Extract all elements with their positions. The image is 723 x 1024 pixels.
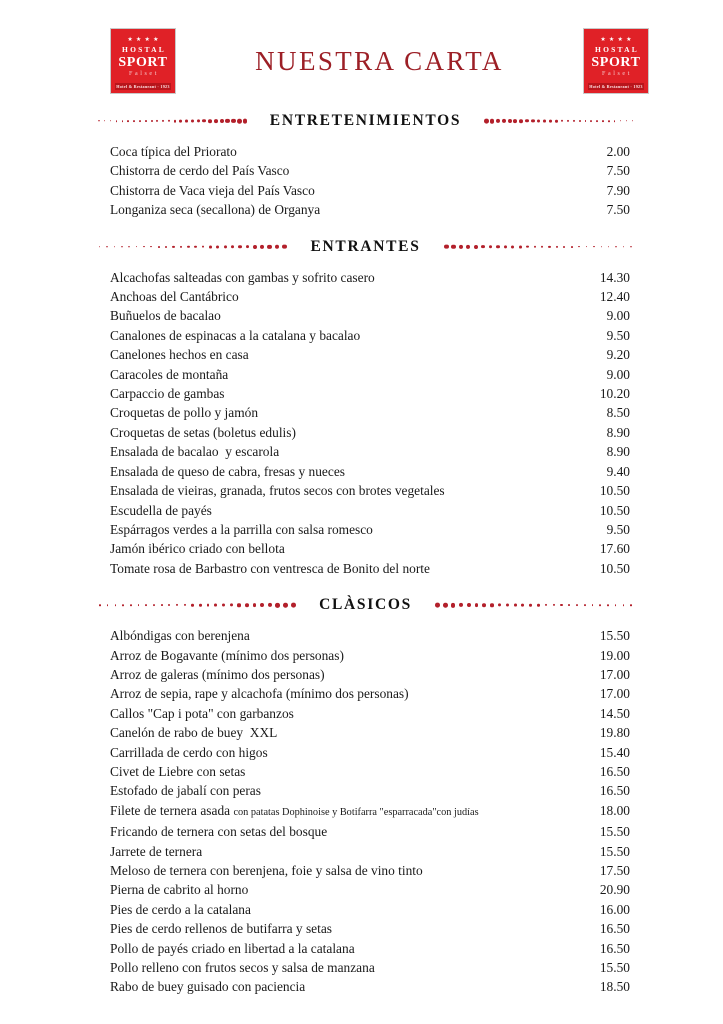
- logo-left: [110, 28, 176, 94]
- menu-item-row: [110, 723, 630, 742]
- menu-item-price: 18.00: [599, 802, 630, 818]
- menu-item-price: 10.50: [599, 483, 630, 499]
- menu-item-row: [110, 822, 630, 841]
- menu-item-row: [110, 268, 630, 287]
- menu-item-row: [110, 900, 630, 919]
- menu-item-row: [110, 326, 630, 345]
- menu-item-name: Croquetas de pollo y jamón: [110, 405, 259, 421]
- dotted-rule-left: [96, 242, 288, 252]
- logo-hostal-text: HOSTAL: [122, 45, 166, 54]
- menu-item-name: Callos "Cap i pota" con garbanzos: [110, 705, 294, 721]
- section-spacer: [0, 578, 723, 592]
- menu-item-name: Carrillada de cerdo con higos: [110, 744, 268, 760]
- menu-item-price: 7.90: [606, 182, 630, 198]
- menu-item-price: 15.50: [599, 843, 630, 859]
- menu-item-row: [110, 403, 630, 422]
- menu-item-name: Canalones de espinacas a la catalana y bacalao: [110, 327, 361, 343]
- menu-item-price: 9.00: [606, 308, 630, 324]
- menu-item-price: 16.50: [599, 763, 630, 779]
- menu-item-name: Tomate rosa de Barbastro con ventresca de Bonito del norte: [110, 560, 430, 576]
- menu-item-name: Fricando de ternera con setas del bosque: [110, 824, 328, 840]
- menu-item-name: Arroz de Bogavante (mínimo dos personas): [110, 647, 344, 663]
- menu-item-row: [110, 423, 630, 442]
- menu-section: [0, 108, 723, 234]
- menu-item-name: Croquetas de setas (boletus edulis): [110, 424, 296, 440]
- menu-item-price: 16.50: [599, 921, 630, 937]
- menu-item-name: Arroz de sepia, rape y alcachofa (mínimo dos personas): [110, 686, 409, 702]
- menu-item-name: Pierna de cabrito al horno: [110, 882, 249, 898]
- menu-section: [0, 592, 723, 1011]
- menu-item-price: 16.50: [599, 783, 630, 799]
- menu-item-row: [110, 842, 630, 861]
- menu-item-description: con patatas Dophinoise y Botifarra "esparracada"con judías: [233, 806, 479, 818]
- menu-item-price: 14.50: [599, 705, 630, 721]
- menu-item-name: Rabo de buey guisado con paciencia: [110, 979, 306, 995]
- menu-item-name: Arroz de galeras (mínimo dos personas): [110, 666, 325, 682]
- menu-item-row: [110, 665, 630, 684]
- page-title: NUESTRA CARTA: [255, 46, 504, 76]
- menu-item-price: 15.50: [599, 960, 630, 976]
- menu-item-name: Carpaccio de gambas: [110, 386, 225, 402]
- logo-sport-text: SPORT: [591, 55, 641, 70]
- menu-item-name: Escudella de payés: [110, 502, 212, 518]
- menu-item-row: [110, 481, 630, 500]
- logo-sport-text: SPORT: [118, 55, 168, 70]
- menu-item-row: [110, 880, 630, 899]
- menu-item-price: 9.40: [606, 463, 630, 479]
- menu-item-name: Estofado de jabalí con peras: [110, 783, 261, 799]
- menu-item-price: 9.50: [606, 521, 630, 537]
- menu-item-name: Anchoas del Cantábrico: [110, 289, 239, 305]
- section-title: ENTRETENIMIENTOS: [269, 112, 462, 129]
- menu-item-row: [110, 442, 630, 461]
- menu-item-name: Caracoles de montaña: [110, 366, 229, 382]
- dotted-rule-left: [96, 600, 297, 610]
- menu-item-row: [110, 919, 630, 938]
- menu-item-row: [110, 704, 630, 723]
- menu-item-price: 8.50: [606, 405, 630, 421]
- menu-item-price: 19.80: [599, 725, 630, 741]
- menu-item-price: 8.90: [606, 444, 630, 460]
- menu-item-price: 10.50: [599, 502, 630, 518]
- menu-item-price: 17.00: [599, 686, 630, 702]
- section-header: [0, 108, 723, 134]
- menu-item-row: [110, 142, 630, 161]
- menu-item-row: [110, 539, 630, 558]
- section-spacer: [0, 997, 723, 1011]
- menu-section: [0, 234, 723, 593]
- menu-item-name: Filete de ternera asada con patatas Dophinoise y Botifarra "esparracada"con judías: [110, 802, 479, 818]
- menu-item-name: Pollo de payés criado en libertad a la catalana: [110, 940, 355, 956]
- logo-hostal-text: HOSTAL: [595, 45, 639, 54]
- menu-item-name: Jamón ibérico criado con bellota: [110, 541, 285, 557]
- section-header: [0, 234, 723, 260]
- dotted-rule-right: [434, 600, 635, 610]
- menu-item-row: [110, 646, 630, 665]
- menu-item-name: Pollo relleno con frutos secos y salsa de manzana: [110, 960, 375, 976]
- menu-item-row: [110, 462, 630, 481]
- menu-item-price: 9.20: [606, 347, 630, 363]
- menu-item-row: [110, 520, 630, 539]
- menu-item-price: 15.50: [599, 628, 630, 644]
- dotted-rule-right: [443, 242, 635, 252]
- menu-item-row: [110, 958, 630, 977]
- menu-item-row: [110, 559, 630, 578]
- menu-item-price: 7.50: [606, 163, 630, 179]
- section-spacer: [0, 220, 723, 234]
- menu-item-price: 8.90: [606, 424, 630, 440]
- logo-stars: ★★★★: [600, 37, 635, 43]
- menu-item-row: [110, 345, 630, 364]
- menu-item-list: [0, 618, 723, 997]
- menu-item-row: [110, 161, 630, 180]
- menu-item-row: [110, 977, 630, 996]
- menu-item-price: 17.50: [599, 863, 630, 878]
- section-header: [0, 592, 723, 618]
- menu-item-price: 12.40: [599, 289, 630, 305]
- menu-item-row: [110, 365, 630, 384]
- menu-item-row: [110, 762, 630, 781]
- menu-item-name: Meloso de ternera con berenjena, foie y salsa de vino tinto: [110, 863, 423, 878]
- menu-item-price: 15.50: [599, 824, 630, 840]
- menu-item-price: 10.20: [599, 386, 630, 402]
- logo-falset-text: Falset: [129, 71, 159, 77]
- logo-footer-text: Hotel & Restaurant · 1923: [116, 84, 170, 89]
- menu-item-price: 14.30: [599, 269, 630, 285]
- menu-item-name: Ensalada de queso de cabra, fresas y nueces: [110, 463, 345, 479]
- menu-item-list: [0, 260, 723, 579]
- menu-item-price: 16.50: [599, 940, 630, 956]
- menu-item-price: 7.50: [606, 202, 630, 218]
- section-title: ENTRANTES: [310, 237, 421, 255]
- menu-item-price: 19.00: [599, 647, 630, 663]
- menu-item-name: Alcachofas salteadas con gambas y sofrito casero: [110, 269, 375, 285]
- menu-item-name: Chistorra de cerdo del País Vasco: [110, 163, 290, 179]
- menu-item-name: Canelones hechos en casa: [110, 347, 249, 363]
- menu-item-row: [110, 306, 630, 325]
- dotted-rule-left: [96, 116, 248, 126]
- menu-item-name: Jarrete de ternera: [110, 843, 203, 859]
- menu-item-price: 9.00: [606, 366, 630, 382]
- menu-item-row: [110, 684, 630, 703]
- logo-footer-text: Hotel & Restaurant · 1923: [589, 84, 643, 89]
- menu-item-name: Canelón de rabo de buey XXL: [110, 725, 278, 741]
- menu-item-name: Albóndigas con berenjena: [110, 628, 250, 644]
- menu-item-name: Pies de cerdo rellenos de butifarra y setas: [110, 921, 332, 937]
- menu-item-price: 20.90: [599, 882, 630, 898]
- menu-item-row: [110, 626, 630, 645]
- menu-header: [0, 0, 723, 108]
- menu-item-price: 17.60: [599, 541, 630, 557]
- menu-item-price: 9.50: [606, 327, 630, 343]
- menu-item-row: [110, 181, 630, 200]
- menu-item-row: [110, 501, 630, 520]
- menu-item-row: [110, 939, 630, 958]
- section-title: CLÀSICOS: [319, 596, 412, 614]
- menu-item-price: 15.40: [599, 744, 630, 760]
- menu-item-name: Espárragos verdes a la parrilla con salsa romesco: [110, 521, 373, 537]
- menu-sections: [0, 108, 723, 1011]
- menu-item-list: [0, 134, 723, 220]
- menu-item-row: [110, 743, 630, 762]
- menu-item-name: Longaniza seca (secallona) de Organya: [110, 202, 321, 218]
- menu-item-row: [110, 781, 630, 800]
- menu-item-row: [110, 287, 630, 306]
- menu-item-price: 16.00: [599, 901, 630, 917]
- menu-item-row: [110, 200, 630, 219]
- menu-item-name: Ensalada de bacalao y escarola: [110, 444, 280, 460]
- menu-item-name: Chistorra de Vaca vieja del País Vasco: [110, 182, 315, 198]
- dotted-rule-right: [483, 116, 635, 126]
- menu-item-row: [110, 801, 630, 822]
- logo-falset-text: Falset: [602, 71, 632, 77]
- menu-item-name: Ensalada de vieiras, granada, frutos secos con brotes vegetales: [110, 483, 445, 499]
- menu-item-row: [110, 384, 630, 403]
- logo-right: [583, 28, 649, 94]
- menu-item-price: 18.50: [599, 979, 630, 995]
- logo-stars: ★★★★: [127, 37, 162, 43]
- menu-item-price: 2.00: [606, 144, 630, 159]
- menu-item-price: 10.50: [599, 560, 630, 576]
- menu-item-price: 17.00: [599, 666, 630, 682]
- menu-item-name: Civet de Liebre con setas: [110, 763, 246, 779]
- menu-item-name: Pies de cerdo a la catalana: [110, 901, 251, 917]
- menu-item-name: Buñuelos de bacalao: [110, 308, 221, 324]
- menu-item-name: Coca típica del Priorato: [110, 144, 237, 159]
- menu-item-row: [110, 861, 630, 880]
